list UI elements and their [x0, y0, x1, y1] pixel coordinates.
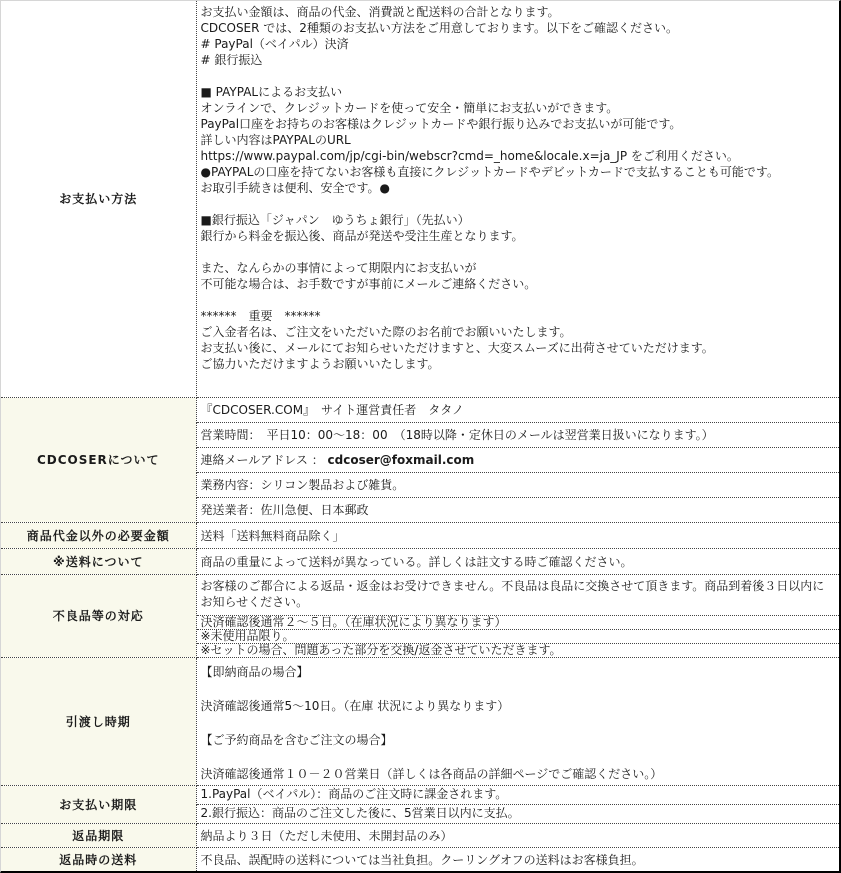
defects-policy-cell: お客様のご都合による返品・返金はお受けできません。不良品は良品に交換させて頂きます。商品到着後３日以内にお知らせください。: [196, 574, 839, 615]
table-row: [1, 574, 839, 615]
text-line: 詳しい内容はPAYPALのURL: [200, 133, 351, 147]
defects-unused-note-cell: ※未使用品限り。: [196, 629, 839, 643]
row-header-delivery: 引渡し時期: [1, 657, 196, 785]
text-line: # PayPal（ベイパル）決済: [200, 37, 349, 51]
row-header-return-shipping: 返品時の送料: [1, 847, 196, 871]
about-business-cell: 業務内容：シリコン製品および雑貨。: [196, 472, 839, 497]
blank-line: [201, 68, 836, 84]
blank-line: [201, 749, 836, 766]
text-line: ■ PAYPALによるお支払い: [200, 85, 343, 99]
text-line: CDCOSER では、2種類のお支払い方法をご用意しております。以下をご確認ください。: [200, 21, 678, 35]
about-contact-cell: [196, 447, 839, 472]
text-line: PayPal口座をお持ちのお客様はクレジットカードや銀行振り込みでお支払いが可能です。: [200, 117, 682, 131]
payment-deadline-paypal-cell: 1.PayPal（ベイパル）：商品のご注文時に課金されます。: [196, 785, 839, 804]
table-row: [1, 522, 839, 548]
row-header-defects: 不良品等の対応: [1, 574, 196, 657]
text-line: ●PAYPALの口座を持てないお客様も直接にクレジットカードやデビットカードで支払することも可能です。: [200, 165, 779, 179]
payment-method-cell: [196, 1, 839, 397]
text-line: # 銀行振込: [200, 53, 263, 67]
text-line: 決済確認後通常5～10日。（在庫 状況により異なります）: [200, 698, 510, 713]
text-line: お支払い後に、メールにてお知らせいただけますと、大変スムーズに出荷させていただけます。: [200, 341, 714, 355]
blank-line: [201, 244, 836, 260]
table-row: [1, 823, 839, 847]
text-line: お取引手続きは便利、安全です。●: [200, 181, 391, 195]
blank-line: [201, 292, 836, 308]
table-row: [1, 657, 839, 785]
about-hours-cell: 営業時間： 平日10：00～18：00 （18時以降・定休日のメールは翌営業日扱いになります。）: [196, 422, 839, 447]
defects-timing-cell: 決済確認後通常２～５日。（在庫状況により異なります）: [196, 615, 839, 629]
contact-email-label: 連絡メールアドレス ：: [200, 453, 328, 467]
shop-info-table: [1, 1, 839, 871]
blank-line: [201, 715, 836, 732]
text-line: 【即納商品の場合】: [200, 664, 309, 679]
paypal-url-line: https://www.paypal.com/jp/cgi-bin/webscr?cmd=_home&locale.x=ja_JP をご利用ください。: [200, 149, 739, 163]
contact-email-value: cdcoser@foxmail.com: [327, 453, 475, 467]
table-row: [1, 1, 839, 397]
text-line: 不可能な場合は、お手数ですが事前にメールご連絡ください。: [200, 277, 537, 291]
delivery-cell: [196, 657, 839, 785]
text-line: 【ご予約商品を含むご注文の場合】: [200, 732, 393, 747]
row-header-payment-method: お支払い方法: [1, 1, 196, 397]
text-line: 銀行から料金を振込後、商品が発送や受注生産となります。: [200, 229, 524, 243]
payment-deadline-bank-cell: 2.銀行振込：商品のご注文した後に、5営業日以内に支払。: [196, 804, 839, 823]
defects-set-note-cell: ※セットの場合、問題あった部分を交換/返金させていただきます。: [196, 643, 839, 657]
row-header-return-deadline: 返品期限: [1, 823, 196, 847]
extra-fees-cell: 送料「送料無料商品除く」: [196, 522, 839, 548]
blank-line: [201, 196, 836, 212]
table-row: [1, 397, 839, 422]
about-shipper-cell: 発送業者：佐川急便、日本郵政: [196, 497, 839, 522]
row-header-payment-deadline: お支払い期限: [1, 785, 196, 823]
row-header-shipping-note: ※送料について: [1, 548, 196, 574]
row-header-extra-fees: 商品代金以外の必要金額: [1, 522, 196, 548]
table-row: [1, 847, 839, 871]
shipping-note-cell: 商品の重量によって送料が異なっている。詳しくは註文する時ご確認ください。: [196, 548, 839, 574]
about-site-cell: 『CDCOSER.COM』 サイト運営責任者 タタノ: [196, 397, 839, 422]
text-line: また、なんらかの事情によって期限内にお支払いが: [200, 261, 477, 275]
text-line: 決済確認後通常１０－２０営業日（詳しくは各商品の詳細ページでご確認ください。）: [200, 766, 663, 781]
table-row: [1, 785, 839, 804]
blank-line: [201, 681, 836, 698]
text-line: お支払い金額は、商品の代金、消費説と配送料の合計となります。: [200, 5, 560, 19]
text-line: オンラインで、クレジットカードを使って安全・簡単にお支払いができます。: [200, 101, 619, 115]
return-deadline-cell: 納品より３日（ただし未使用、未開封品のみ）: [196, 823, 839, 847]
text-line: ■銀行振込「ジャパン ゆうちょ銀行」（先払い）: [200, 213, 470, 227]
row-header-about: CDCOSERについて: [1, 397, 196, 522]
important-marker-line: ****** 重要 ******: [200, 309, 321, 323]
return-shipping-cell: 不良品、誤配時の送料については当社負担。クーリングオフの送料はお客様負担。: [196, 847, 839, 871]
text-line: ご協力いただけますようお願いいたします。: [200, 357, 440, 371]
table-row: [1, 548, 839, 574]
text-line: ご入金者名は、ご注文をいただいた際のお名前でお願いいたします。: [200, 325, 572, 339]
